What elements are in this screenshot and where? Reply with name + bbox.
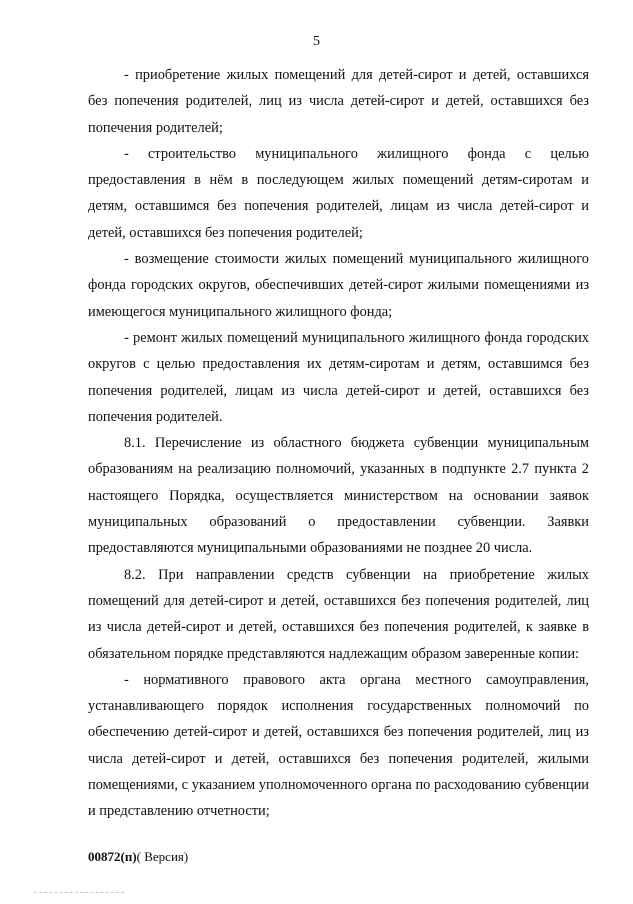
- footer-code: 00872(п): [88, 849, 137, 864]
- footer-document-code: [88, 849, 188, 865]
- paragraph-8-1: 8.1. Перечисление из областного бюджета субвенции муниципальным образованиям на реализацию полномочий, указанных в подпункте 2.7 пункта 2 настоящего Порядка, осуществляется министерством на основании заявок муниципальных образований о предоставлении субвенции. Заявки предоставляются муниципальными образованиями не позднее 20 числа.: [88, 435, 589, 557]
- footer-version: ( Версия): [136, 849, 189, 864]
- scan-artifact-line: [34, 892, 124, 894]
- page-number: 5: [313, 34, 320, 49]
- paragraph-normative-act: - нормативного правового акта органа местного самоуправления, устанавливающего порядок исполнения государственных полномочий по обеспечению детей-сирот и детей, оставшихся без попечения родителей, лиц из числа детей-сирот и детей, оставшихся без попечения родителей, жилыми помещениями, с указанием уполномоченного органа по расходованию субвенции и представлению отчетности;: [88, 671, 589, 820]
- paragraph-repair: - ремонт жилых помещений муниципального жилищного фонда городских округов с целью предоставления их детям-сиротам и детям, оставшимся без попечения родителей, лицам из числа детей-сирот и детей, оставшихся без попечения родителей.: [88, 329, 589, 425]
- paragraph-reimbursement: - возмещение стоимости жилых помещений муниципального жилищного фонда городских округов, обеспечивших детей-сирот жилыми помещениями из имеющегося муниципального жилищного фонда;: [88, 251, 589, 320]
- paragraph-construction: - строительство муниципального жилищного фонда с целью предоставления в нём в последующем жилых помещений детям-сиротам и детям, оставшимся без попечения родителей, лицам из числа детей-сирот и детей, оставшихся без попечения родителей;: [88, 145, 589, 241]
- paragraph-acquisition: - приобретение жилых помещений для детей-сирот и детей, оставшихся без попечения родителей, лиц из числа детей-сирот и детей, оставшихся без попечения родителей;: [88, 67, 589, 136]
- paragraph-8-2: 8.2. При направлении средств субвенции на приобретение жилых помещений для детей-сирот и детей, оставшихся без попечения родителей, лиц из числа детей-сирот и детей, оставшихся без попечения родителей, к заявке в обязательном порядке представляются надлежащим образом заверенные копии:: [88, 566, 589, 662]
- document-body: [88, 62, 589, 825]
